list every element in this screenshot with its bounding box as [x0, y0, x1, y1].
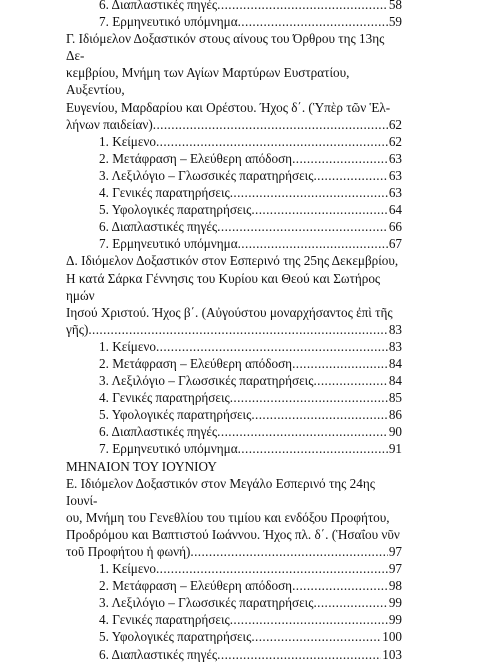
- section-g-last-line: λήνων παιδείαν): [66, 116, 153, 132]
- toc-entry[interactable]: [66, 646, 402, 663]
- section-d-line: Ιησού Χριστού. Ήχος β΄. (Αὐγούστου μοναρχήσαντος ἐπὶ τῆς: [66, 304, 393, 320]
- toc-entry[interactable]: [66, 235, 402, 252]
- toc-entry[interactable]: [66, 560, 402, 577]
- table-of-contents: [66, 0, 402, 663]
- toc-entry-label: 2. Μετάφραση – Ελεύθερη απόδοση: [99, 355, 293, 371]
- toc-entry[interactable]: [66, 355, 402, 372]
- toc-page-number: 100: [382, 629, 402, 645]
- dot-leader: [313, 167, 387, 184]
- toc-entry[interactable]: [66, 423, 402, 440]
- toc-entry-label: 2. Μετάφραση – Ελεύθερη απόδοση: [99, 578, 293, 594]
- toc-page-number: 67: [388, 236, 402, 252]
- dot-leader: [238, 13, 388, 30]
- section-heading-june-menaion[interactable]: ΜΗΝΑΙΟΝ ΤΟΥ ΙΟΥΝΙΟΥ: [66, 458, 217, 474]
- section-d-last-line: γῆς): [66, 321, 89, 337]
- toc-page-number: 63: [388, 185, 402, 201]
- toc-entry[interactable]: [66, 0, 402, 13]
- toc-entry-label: 7. Ερμηνευτικό υπόμνημα: [99, 236, 238, 252]
- toc-page-number: 62: [388, 133, 402, 149]
- toc-page-number: 64: [388, 202, 402, 218]
- dot-leader: [217, 646, 381, 663]
- toc-page-number: 62: [388, 116, 402, 132]
- toc-page-number: 103: [382, 646, 402, 662]
- dot-leader: [190, 543, 387, 560]
- dot-leader: [313, 594, 387, 611]
- toc-entry[interactable]: [66, 133, 402, 150]
- toc-entry[interactable]: [66, 13, 402, 30]
- toc-entry[interactable]: [66, 406, 402, 423]
- toc-entry-label: 3. Λεξιλόγιο – Γλωσσικές παρατηρήσεις: [99, 595, 314, 611]
- toc-page-number: 58: [388, 0, 402, 12]
- section-e-line: Ε. Ιδιόμελον Δοξαστικόν στον Μεγάλο Εσπερινό της 24ης Ιουνί-: [66, 475, 375, 508]
- toc-entry[interactable]: [66, 372, 402, 389]
- toc-page-number: 66: [388, 219, 402, 235]
- toc-page-number: 84: [388, 355, 402, 371]
- section-d-line: Η κατά Σάρκα Γέννησις του Κυρίου και Θεού και Σωτήρος ημών: [66, 270, 381, 303]
- toc-page-number: 98: [388, 578, 402, 594]
- dot-leader: [292, 355, 388, 372]
- dot-leader: [88, 321, 387, 338]
- dot-leader: [217, 0, 388, 13]
- toc-page-number: 90: [388, 424, 402, 440]
- dot-leader: [156, 560, 388, 577]
- dot-leader: [230, 611, 388, 628]
- toc-entry[interactable]: [66, 611, 402, 628]
- section-e-last-line: τοῦ Προφήτου ἡ φωνή): [66, 544, 191, 559]
- toc-page-number: 63: [388, 167, 402, 183]
- toc-entry[interactable]: [66, 218, 402, 235]
- toc-page-number: 99: [388, 612, 402, 628]
- toc-page-number: 84: [388, 373, 402, 389]
- dot-leader: [313, 372, 387, 389]
- section-d-heading[interactable]: [66, 252, 402, 337]
- toc-entry-label: 5. Υφολογικές παρατηρήσεις: [99, 407, 252, 423]
- toc-entry-label: 4. Γενικές παρατηρήσεις: [99, 612, 230, 628]
- section-d-line: Δ. Ιδιόμελον Δοξαστικόν στον Εσπερινό της 25ης Δεκεμβρίου,: [66, 253, 399, 269]
- toc-page-number: 85: [388, 390, 402, 406]
- toc-page-number: 83: [388, 338, 402, 354]
- dot-leader: [230, 184, 388, 201]
- dot-leader: [251, 628, 381, 645]
- toc-page-number: 83: [388, 321, 402, 337]
- section-g-line: Ευγενίου, Μαρδαρίου και Ορέστου. Ήχος δ΄. (Ὑπὲρ τῶν Ἑλ-: [66, 99, 391, 115]
- dot-leader: [251, 406, 387, 423]
- toc-page-number: 99: [388, 595, 402, 611]
- toc-entry-label: 7. Ερμηνευτικό υπόμνημα: [99, 441, 238, 457]
- toc-entry[interactable]: [66, 150, 402, 167]
- section-e-line: ου, Μνήμη του Γενεθλίου του τιμίου και ενδόξου Προφήτου,: [66, 509, 390, 525]
- section-e-line: Προδρόμου και Βαπτιστού Ιωάννου. Ήχος πλ. δ΄. (Ἡσαΐου νῦν: [66, 526, 400, 542]
- toc-entry-label: 1. Κείμενο: [99, 561, 156, 577]
- toc-entry-label: 4. Γενικές παρατηρήσεις: [99, 390, 230, 406]
- toc-entry-label: 1. Κείμενο: [99, 133, 156, 149]
- dot-leader: [238, 235, 388, 252]
- dot-leader: [292, 150, 388, 167]
- dot-leader: [217, 423, 388, 440]
- toc-entry[interactable]: [66, 167, 402, 184]
- dot-leader: [230, 389, 388, 406]
- toc-page-number: 59: [388, 14, 402, 30]
- toc-entry[interactable]: [66, 338, 402, 355]
- section-g-heading[interactable]: [66, 30, 402, 133]
- section-g-line: Γ. Ιδιόμελον Δοξαστικόν στους αίνους του Όρθρου της 13ης Δε-: [66, 31, 385, 64]
- toc-page-number: 91: [388, 441, 402, 457]
- toc-entry-label: 6. Διαπλαστικές πηγές: [99, 0, 218, 12]
- section-e-heading[interactable]: [66, 475, 402, 560]
- toc-page-number: 86: [388, 407, 402, 423]
- toc-entry[interactable]: [66, 594, 402, 611]
- toc-entry-label: 2. Μετάφραση – Ελεύθερη απόδοση: [99, 150, 293, 166]
- dot-leader: [292, 577, 388, 594]
- section-g-line: κεμβρίου, Μνήμη των Αγίων Μαρτύρων Ευστρατίου, Αυξεντίου,: [66, 65, 350, 98]
- toc-entry[interactable]: [66, 201, 402, 218]
- toc-entry[interactable]: [66, 628, 402, 645]
- toc-entry-label: 6. Διαπλαστικές πηγές: [99, 646, 218, 662]
- dot-leader: [156, 133, 388, 150]
- toc-entry-label: 4. Γενικές παρατηρήσεις: [99, 185, 230, 201]
- toc-entry[interactable]: [66, 389, 402, 406]
- toc-entry-label: 6. Διαπλαστικές πηγές: [99, 424, 218, 440]
- dot-leader: [156, 338, 388, 355]
- toc-page-number: 97: [388, 544, 402, 559]
- toc-entry-label: 1. Κείμενο: [99, 338, 156, 354]
- dot-leader: [153, 116, 388, 133]
- toc-entry[interactable]: [66, 440, 402, 457]
- toc-entry-label: 5. Υφολογικές παρατηρήσεις: [99, 629, 252, 645]
- toc-entry[interactable]: [66, 184, 402, 201]
- toc-page-number: 97: [388, 561, 402, 577]
- toc-entry-label: 3. Λεξιλόγιο – Γλωσσικές παρατηρήσεις: [99, 167, 314, 183]
- dot-leader: [217, 218, 388, 235]
- dot-leader: [251, 201, 387, 218]
- dot-leader: [238, 440, 388, 457]
- toc-page-number: 63: [388, 150, 402, 166]
- toc-entry[interactable]: [66, 577, 402, 594]
- toc-entry-label: 5. Υφολογικές παρατηρήσεις: [99, 202, 252, 218]
- toc-entry-label: 7. Ερμηνευτικό υπόμνημα: [99, 14, 238, 30]
- toc-entry-label: 3. Λεξιλόγιο – Γλωσσικές παρατηρήσεις: [99, 373, 314, 389]
- toc-entry-label: 6. Διαπλαστικές πηγές: [99, 219, 218, 235]
